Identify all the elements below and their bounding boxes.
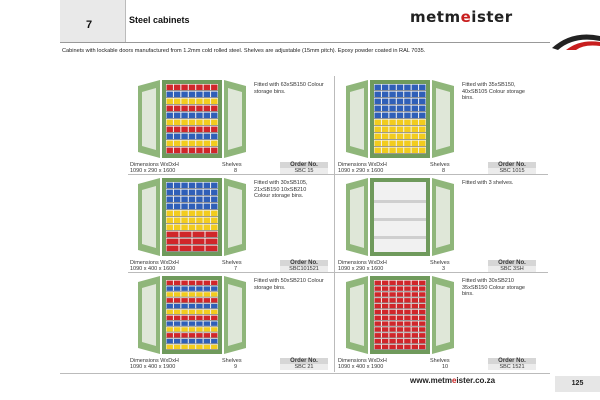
page-number: 7 — [86, 19, 93, 31]
cabinet-illustration — [340, 272, 460, 358]
shelves-value: 9 — [234, 364, 238, 370]
product-image — [340, 76, 460, 162]
shelves-value: 8 — [442, 168, 446, 174]
dimensions-value: 1090 x 400 x 1900 — [338, 364, 384, 370]
product-description: Fitted with 50xSB210 Colour storage bins. — [254, 278, 324, 291]
product-card — [128, 76, 328, 173]
product-description: Fitted with 35xSB150, 40xSB105 Colour storage bins. — [462, 82, 525, 101]
shelves-label: Shelves — [222, 162, 242, 168]
order-label: Order No. — [488, 358, 536, 364]
footer-rule — [60, 373, 550, 374]
order-label: Order No. — [280, 358, 328, 364]
product-specs — [128, 358, 328, 370]
dimensions-value: 1090 x 290 x 1600 — [130, 168, 176, 174]
product-card — [336, 174, 536, 271]
cabinet-illustration — [132, 76, 252, 162]
dimensions-label: Dimensions WxDxH — [338, 358, 387, 364]
header-divider — [125, 0, 126, 42]
brand-logo: metmeister — [410, 8, 513, 26]
product-description: Fitted with 63xSB150 Colour storage bins. — [254, 82, 324, 95]
dimensions-value: 1090 x 400 x 1900 — [130, 364, 176, 370]
product-card — [336, 76, 536, 173]
cabinet-illustration — [132, 272, 252, 358]
product-specs — [336, 260, 536, 272]
header-rule — [60, 42, 550, 43]
shelves-label: Shelves — [222, 260, 242, 266]
product-description: Fitted with 30xSB210 35xSB150 Colour storage bins. — [462, 278, 525, 297]
shelves-label: Shelves — [430, 162, 450, 168]
shelves-value: 10 — [442, 364, 449, 370]
dimensions-label: Dimensions WxDxH — [130, 358, 179, 364]
product-specs — [128, 260, 328, 272]
order-label: Order No. — [488, 162, 536, 168]
product-card — [128, 272, 328, 369]
dimensions-label: Dimensions WxDxH — [338, 260, 387, 266]
dimensions-value: 1090 x 400 x 1600 — [130, 266, 176, 272]
cabinet-illustration — [132, 174, 252, 260]
product-description: Fitted with 30xSB105, 21xSB150 10xSB210 Colour storage bins. — [254, 180, 308, 199]
shelves-value: 3 — [442, 266, 446, 272]
dimensions-label: Dimensions WxDxH — [130, 162, 179, 168]
order-label: Order No. — [488, 260, 536, 266]
product-card — [128, 174, 328, 271]
product-description: Fitted with 3 shelves. — [462, 180, 514, 186]
page-number-block — [60, 0, 125, 42]
product-image — [132, 272, 252, 358]
product-specs — [336, 162, 536, 174]
shelves-value: 7 — [234, 266, 238, 272]
column-divider — [334, 76, 335, 372]
shelves-label: Shelves — [430, 260, 450, 266]
dimensions-value: 1090 x 290 x 1600 — [338, 168, 384, 174]
shelves-label: Shelves — [222, 358, 242, 364]
order-number: SBC 15 — [280, 168, 328, 174]
dimensions-value: 1090 x 290 x 1600 — [338, 266, 384, 272]
order-number: SBC 3SH — [488, 266, 536, 272]
order-number: SBC 1015 — [488, 168, 536, 174]
order-number: SBC 1521 — [488, 364, 536, 370]
product-image — [132, 174, 252, 260]
dimensions-label: Dimensions WxDxH — [338, 162, 387, 168]
dimensions-label: Dimensions WxDxH — [130, 260, 179, 266]
product-image — [132, 76, 252, 162]
order-label: Order No. — [280, 260, 328, 266]
swoosh-graphic — [552, 28, 600, 50]
product-card — [336, 272, 536, 369]
product-specs — [128, 162, 328, 174]
intro-text: Cabinets with lockable doors manufactured from 1.2mm cold rolled steel. Shelves are adjustable (15mm pitch). Epoxy powder coated in RAL 7035. — [62, 48, 426, 54]
cabinet-illustration — [340, 76, 460, 162]
product-image — [340, 272, 460, 358]
footer-page-number: 125 — [555, 376, 600, 392]
section-title: Steel cabinets — [129, 15, 190, 25]
order-number: SBC101521 — [280, 266, 328, 272]
footer-url[interactable]: www.metmeister.co.za — [410, 376, 496, 385]
order-label: Order No. — [280, 162, 328, 168]
cabinet-illustration — [340, 174, 460, 260]
order-number: SBC 21 — [280, 364, 328, 370]
product-image — [340, 174, 460, 260]
shelves-label: Shelves — [430, 358, 450, 364]
product-specs — [336, 358, 536, 370]
shelves-value: 8 — [234, 168, 238, 174]
